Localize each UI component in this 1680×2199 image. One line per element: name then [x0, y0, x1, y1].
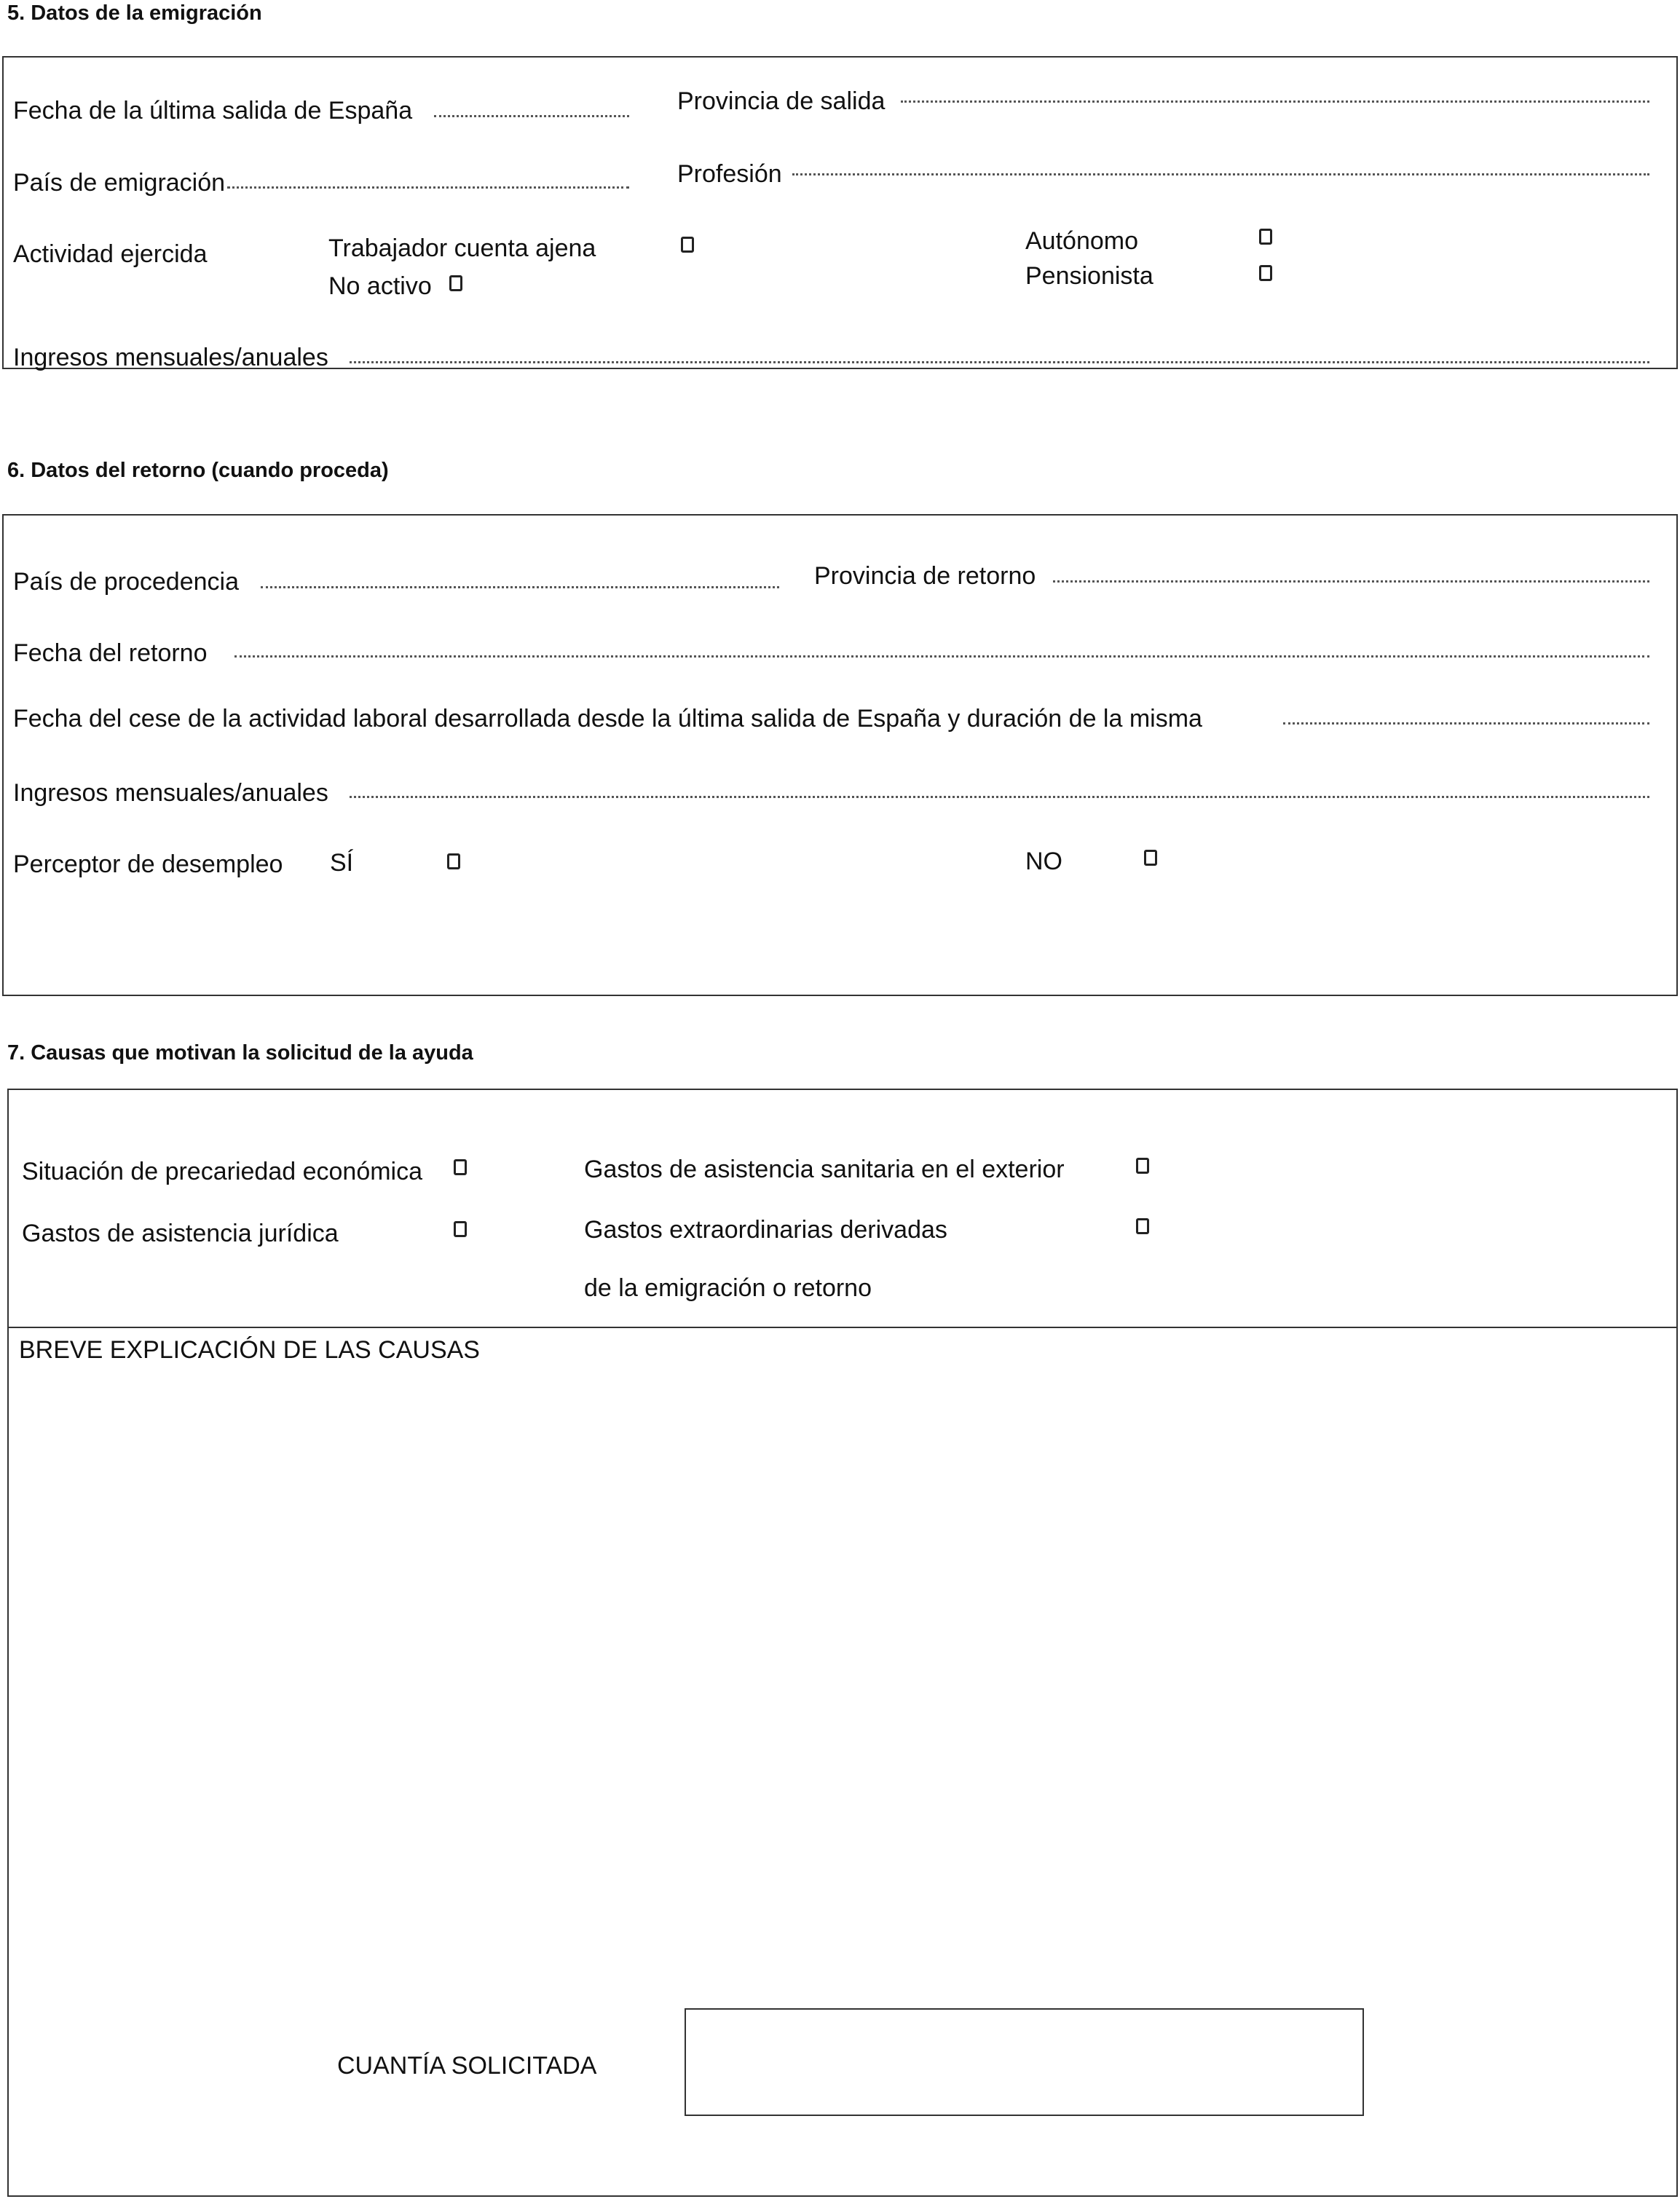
- breve-explicacion-label: BREVE EXPLICACIÓN DE LAS CAUSAS: [19, 1336, 480, 1364]
- ingresos-6-label: Ingresos mensuales/anuales: [13, 779, 328, 807]
- extraordinarias-label-2: de la emigración o retorno: [584, 1274, 872, 1302]
- profesion-field[interactable]: [792, 173, 1649, 175]
- pensionista-label: Pensionista: [1025, 262, 1153, 290]
- autonomo-checkbox[interactable]: [1259, 229, 1272, 245]
- juridica-checkbox[interactable]: [454, 1221, 467, 1237]
- no-activo-checkbox[interactable]: [449, 275, 462, 291]
- ingresos-5-label: Ingresos mensuales/anuales: [13, 344, 328, 371]
- provincia-salida-label: Provincia de salida: [677, 87, 886, 115]
- perceptor-label: Perceptor de desempleo: [13, 850, 283, 878]
- section-7-divider: [7, 1327, 1678, 1328]
- pais-procedencia-field[interactable]: [261, 586, 779, 588]
- section-5-title: 5. Datos de la emigración: [7, 1, 262, 25]
- si-label: SÍ: [330, 849, 354, 877]
- fecha-cese-field[interactable]: [1283, 722, 1649, 725]
- no-activo-label: No activo: [328, 272, 432, 300]
- fecha-salida-field[interactable]: [434, 115, 629, 117]
- extraordinarias-checkbox[interactable]: [1136, 1218, 1149, 1234]
- profesion-label: Profesión: [677, 160, 782, 188]
- breve-explicacion-area[interactable]: [10, 1369, 1675, 2002]
- fecha-salida-label: Fecha de la última salida de España: [13, 97, 413, 125]
- precariedad-checkbox[interactable]: [454, 1159, 467, 1175]
- precariedad-label: Situación de precariedad económica: [22, 1158, 423, 1185]
- section-6-title: 6. Datos del retorno (cuando proceda): [7, 459, 389, 482]
- pais-emigracion-label: País de emigración: [13, 169, 226, 197]
- cuantia-label: CUANTÍA SOLICITADA: [337, 2052, 597, 2080]
- no-label: NO: [1025, 848, 1062, 875]
- ingresos-5-field[interactable]: [350, 361, 1649, 363]
- sanitaria-label: Gastos de asistencia sanitaria en el exterior: [584, 1156, 1065, 1183]
- provincia-retorno-field[interactable]: [1053, 580, 1649, 583]
- actividad-label: Actividad ejercida: [13, 240, 208, 268]
- fecha-retorno-label: Fecha del retorno: [13, 639, 208, 667]
- sanitaria-checkbox[interactable]: [1136, 1158, 1149, 1174]
- cuantia-input[interactable]: [685, 2008, 1364, 2116]
- pais-emigracion-field[interactable]: [227, 186, 629, 189]
- fecha-cese-label: Fecha del cese de la actividad laboral desarrollada desde la última salida de España y duración de la misma: [13, 705, 1202, 733]
- pensionista-checkbox[interactable]: [1259, 265, 1272, 281]
- trabajador-checkbox[interactable]: [681, 237, 694, 253]
- autonomo-label: Autónomo: [1025, 227, 1138, 255]
- section-7-title: 7. Causas que motivan la solicitud de la ayuda: [7, 1041, 473, 1065]
- provincia-salida-field[interactable]: [901, 100, 1649, 103]
- juridica-label: Gastos de asistencia jurídica: [22, 1220, 339, 1247]
- trabajador-label: Trabajador cuenta ajena: [328, 234, 596, 262]
- si-checkbox[interactable]: [447, 853, 460, 869]
- ingresos-6-field[interactable]: [350, 796, 1649, 798]
- fecha-retorno-field[interactable]: [234, 655, 1649, 658]
- extraordinarias-label: Gastos extraordinarias derivadas: [584, 1216, 947, 1244]
- pais-procedencia-label: País de procedencia: [13, 568, 239, 596]
- no-checkbox[interactable]: [1144, 850, 1157, 866]
- provincia-retorno-label: Provincia de retorno: [814, 562, 1036, 590]
